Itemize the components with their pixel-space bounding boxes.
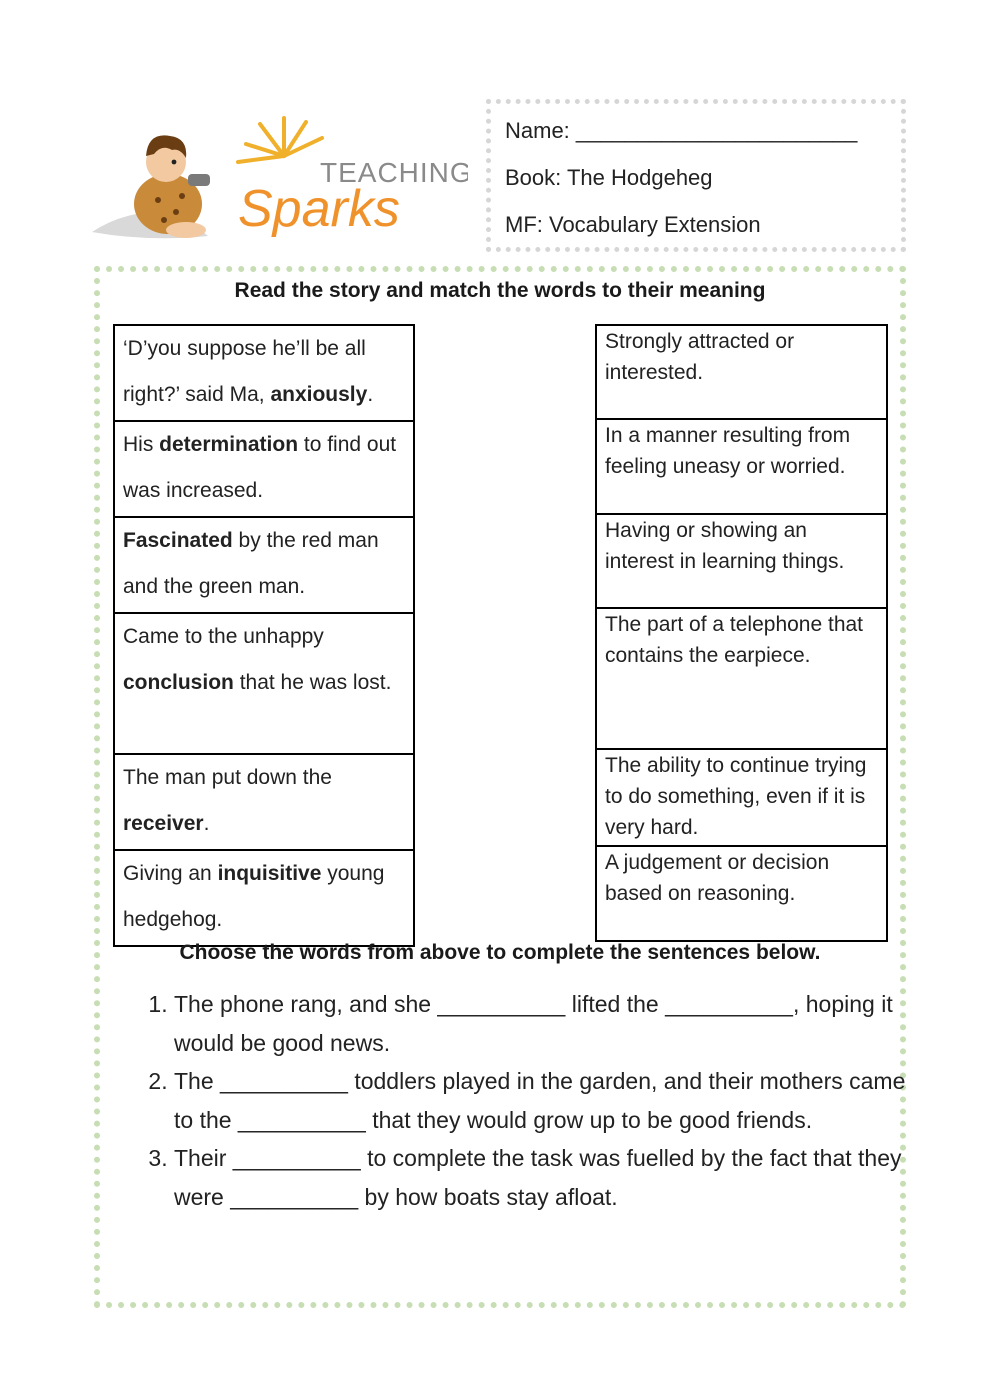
- excerpt-cell[interactable]: Came to the unhappy conclusion that he was lost.: [114, 613, 414, 754]
- sentence-item[interactable]: 3. Their __________ to complete the task was fuelled by the fact that they were __________ by how boats stay afloat.: [174, 1139, 914, 1216]
- student-info-box: [486, 99, 906, 252]
- name-field[interactable]: Name: _______________________: [505, 118, 858, 143]
- excerpt-cell[interactable]: ‘D’you suppose he’ll be all right?’ said Ma, anxiously.: [114, 325, 414, 421]
- sentence-item[interactable]: 2. The __________ toddlers played in the garden, and their mothers came to the __________ that they would grow up to be good friends.: [174, 1062, 914, 1139]
- definition-cell[interactable]: The ability to continue trying to do something, even if it is very hard.: [596, 749, 887, 846]
- vocab-word: determination: [159, 433, 299, 456]
- definition-cell[interactable]: The part of a telephone that contains the earpiece.: [596, 608, 887, 749]
- logo-word-teaching: TEACHING: [320, 157, 468, 188]
- vocab-word: receiver: [123, 812, 204, 835]
- definition-cell[interactable]: A judgement or decision based on reasoning.: [596, 846, 887, 941]
- story-excerpts-table: [113, 324, 415, 947]
- excerpt-cell[interactable]: The man put down the receiver.: [114, 754, 414, 850]
- definition-cell[interactable]: Having or showing an interest in learning things.: [596, 514, 887, 608]
- definitions-table: [595, 324, 888, 942]
- logo-word-sparks: Sparks: [238, 180, 400, 238]
- vocab-word: conclusion: [123, 671, 234, 694]
- vocab-word: anxiously: [270, 383, 368, 406]
- excerpt-cell[interactable]: Fascinated by the red man and the green man.: [114, 517, 414, 613]
- excerpt-cell[interactable]: Giving an inquisitive young hedgehog.: [114, 850, 414, 946]
- vocab-word: Fascinated: [123, 529, 233, 552]
- sentence-instructions: Choose the words from above to complete the sentences below.: [179, 941, 821, 964]
- definition-cell[interactable]: Strongly attracted or interested.: [596, 325, 887, 419]
- matching-instructions: Read the story and match the words to their meaning: [234, 279, 766, 302]
- vocab-word: inquisitive: [217, 862, 322, 885]
- teaching-sparks-logo: [88, 104, 468, 254]
- definition-cell[interactable]: In a manner resulting from feeling uneasy or worried.: [596, 419, 887, 514]
- excerpt-cell[interactable]: His determination to find out was increased.: [114, 421, 414, 517]
- book-title: Book: The Hodgeheg: [505, 165, 713, 190]
- sentence-list: [140, 985, 914, 1216]
- mf-topic: MF: Vocabulary Extension: [505, 212, 761, 237]
- sentence-item[interactable]: 1. The phone rang, and she __________ lifted the __________, hoping it would be good news.: [174, 985, 914, 1062]
